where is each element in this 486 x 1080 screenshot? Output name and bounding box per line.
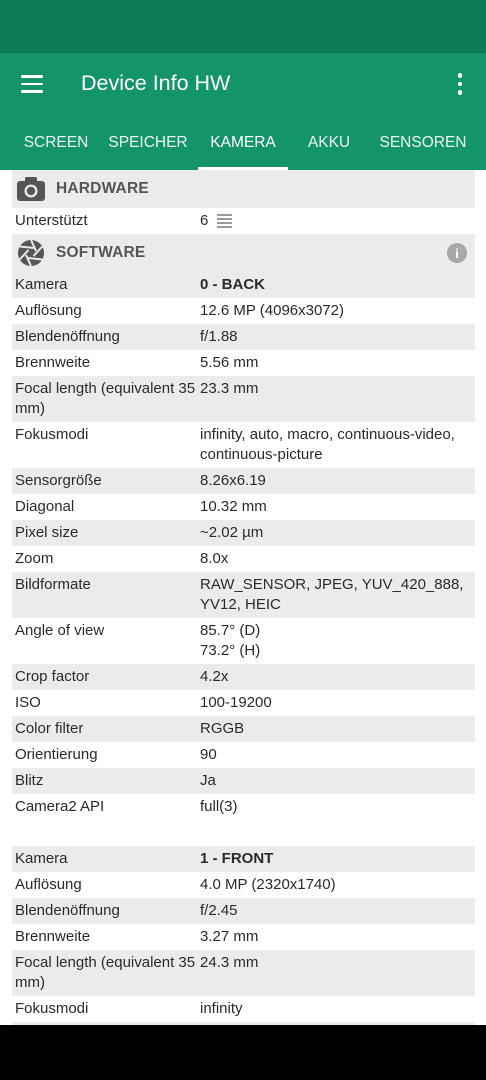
table-row[interactable] [12, 494, 475, 520]
table-row[interactable] [12, 546, 475, 572]
table-row[interactable] [12, 716, 475, 742]
tab-akku[interactable] [288, 116, 370, 170]
row-value: 3.27 mm [200, 928, 259, 945]
table-row[interactable] [12, 298, 475, 324]
row-key: Pixel size [15, 524, 79, 541]
tab-label: SCREEN [23, 134, 89, 151]
app-bar [0, 53, 486, 116]
table-row[interactable] [12, 742, 475, 768]
table-row[interactable] [12, 572, 475, 618]
row-key: Auflösung [15, 876, 82, 893]
camera-info-list[interactable] [12, 170, 475, 1025]
row-value [200, 211, 475, 231]
tab-speicher[interactable] [106, 116, 190, 170]
row-key: Brennweite [15, 928, 91, 945]
software-section-header [12, 234, 475, 272]
table-row[interactable] [12, 950, 475, 996]
row-value: 85.7° (D) 73.2° (H) [200, 622, 261, 659]
list-icon[interactable] [217, 212, 232, 230]
overflow-menu-icon[interactable] [448, 66, 472, 102]
row-value: RAW_SENSOR, JPEG, YUV_420_888, YV12, HEIC [200, 576, 464, 613]
front-camera-section [12, 846, 475, 1048]
table-row[interactable] [12, 422, 475, 468]
row-value: infinity [200, 1000, 243, 1017]
row-value: 10.32 mm [200, 498, 267, 515]
row-key: Sensorgröße [15, 472, 102, 489]
supported-count: 6 [200, 212, 209, 229]
row-key: Camera2 API [15, 798, 105, 815]
row-key: Blendenöffnung [15, 328, 120, 345]
row-key: Kamera [15, 276, 68, 293]
navigation-bar [0, 1025, 486, 1080]
row-key: Angle of view [15, 622, 105, 639]
row-key: Brennweite [15, 354, 91, 371]
status-bar [0, 0, 486, 53]
row-value: 5.56 mm [200, 354, 259, 371]
table-row[interactable] [12, 468, 475, 494]
camera-icon [16, 174, 46, 204]
back-camera-section [12, 272, 475, 820]
row-value: ~2.02 µm [200, 524, 264, 541]
row-value: RGGB [200, 720, 245, 737]
row-value: 4.2x [200, 668, 229, 685]
row-key: Bildformate [15, 576, 91, 593]
table-row[interactable] [12, 872, 475, 898]
table-row[interactable] [12, 618, 475, 664]
row-value: 8.0x [200, 550, 229, 567]
table-row[interactable] [12, 690, 475, 716]
row-value: full(3) [200, 798, 238, 815]
row-value: Ja [200, 772, 216, 789]
row-key: Zoom [15, 550, 54, 567]
row-value: 23.3 mm [200, 380, 259, 397]
table-row[interactable] [12, 664, 475, 690]
hardware-section-header [12, 170, 475, 208]
row-value: f/1.88 [200, 328, 238, 345]
tab-kamera[interactable] [198, 116, 288, 170]
row-key: Diagonal [15, 498, 75, 515]
row-key: Crop factor [15, 668, 90, 685]
supported-row[interactable] [12, 208, 475, 234]
row-key: Unterstützt [15, 212, 88, 229]
camera-divider [12, 820, 475, 846]
tab-label: KAMERA [210, 134, 276, 151]
menu-icon[interactable] [14, 66, 50, 102]
software-title: SOFTWARE [56, 244, 146, 261]
row-key: Fokusmodi [15, 426, 89, 443]
row-key: Focal length (equivalent 35 mm) [15, 380, 196, 417]
table-row[interactable] [12, 846, 475, 872]
tab-label: SENSOREN [379, 134, 467, 151]
row-value: 12.6 MP (4096x3072) [200, 302, 344, 319]
aperture-icon [16, 238, 46, 268]
row-value: infinity, auto, macro, continuous-video, continuous-picture [200, 426, 455, 463]
table-row[interactable] [12, 272, 475, 298]
row-key: Blitz [15, 772, 44, 789]
tab-bar [0, 116, 486, 170]
app-title: Device Info HW [81, 71, 231, 95]
hardware-title: HARDWARE [56, 180, 149, 197]
row-key: Focal length (equivalent 35 mm) [15, 954, 196, 991]
table-row[interactable] [12, 350, 475, 376]
table-row[interactable] [12, 768, 475, 794]
row-key: Blendenöffnung [15, 902, 120, 919]
table-row[interactable] [12, 376, 475, 422]
tab-screen[interactable] [0, 116, 112, 170]
info-icon[interactable]: i [447, 243, 467, 263]
table-row[interactable] [12, 794, 475, 820]
table-row[interactable] [12, 898, 475, 924]
row-key: Fokusmodi [15, 1000, 89, 1017]
row-value: 0 - BACK [200, 276, 266, 293]
table-row[interactable] [12, 520, 475, 546]
row-value: 4.0 MP (2320x1740) [200, 876, 336, 893]
row-key: ISO [15, 694, 41, 711]
row-key: Kamera [15, 850, 68, 867]
tab-sensoren[interactable] [370, 116, 476, 170]
row-value: 8.26x6.19 [200, 472, 266, 489]
row-key: Auflösung [15, 302, 82, 319]
tab-label: AKKU [307, 134, 351, 151]
row-value: 90 [200, 746, 217, 763]
table-row[interactable] [12, 924, 475, 950]
row-value: 1 - FRONT [200, 850, 274, 867]
row-value: f/2.45 [200, 902, 238, 919]
row-key: Orientierung [15, 746, 98, 763]
row-value: 24.3 mm [200, 954, 259, 971]
row-key: Color filter [15, 720, 84, 737]
table-row[interactable] [12, 324, 475, 350]
tab-label: SPEICHER [108, 134, 188, 151]
row-value: 100-19200 [200, 694, 272, 711]
table-row[interactable] [12, 996, 475, 1022]
